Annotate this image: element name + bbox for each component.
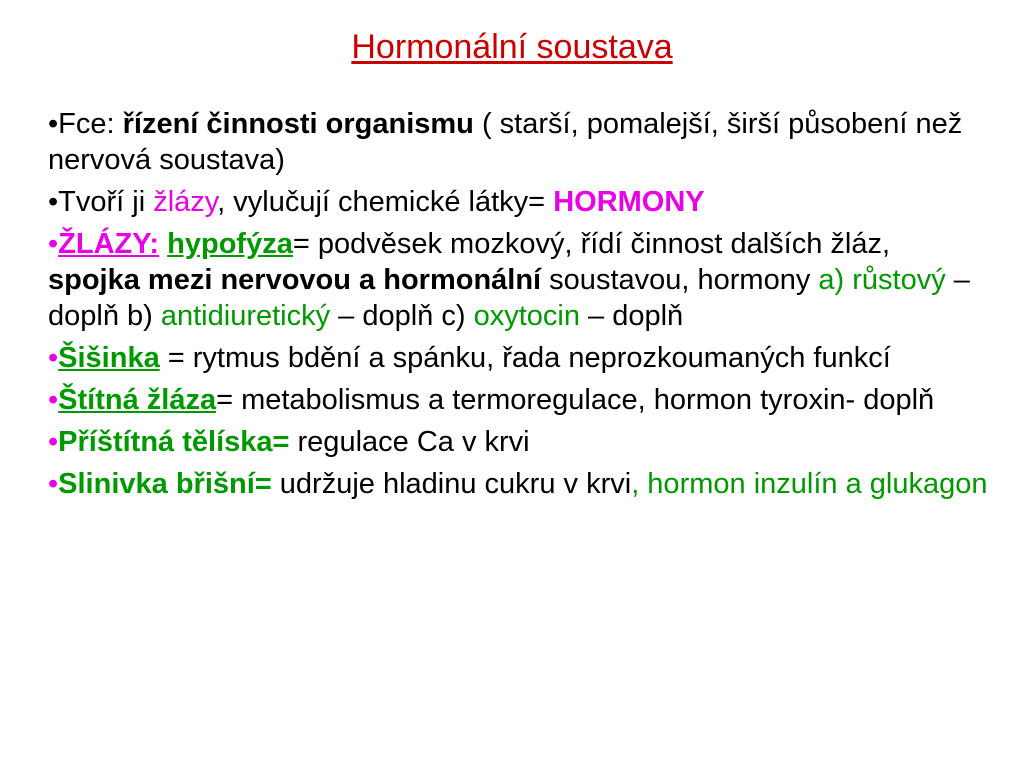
item-pancreas-keyword: Slinivka břišní=: [58, 468, 272, 500]
list-item-pineal: [48, 340, 988, 376]
item-green-text: hormon inzulín a glukagon: [639, 468, 988, 500]
item-sisinka-keyword: Šišinka: [58, 342, 160, 374]
item-text: – doplň c): [330, 300, 474, 332]
item-text: Fce:: [58, 108, 123, 140]
slide-title: Hormonální soustava: [351, 28, 673, 66]
bullet: •: [48, 186, 59, 218]
item-text: ( starší, pomalejší, širší působení než nervová soustava): [48, 108, 963, 176]
list-item-parathyroid: [48, 424, 988, 460]
item-bold-text: spojka mezi nervovou a hormonální: [48, 264, 542, 296]
item-hypofyza-keyword: hypofýza: [167, 228, 293, 260]
list-item-glands-hormones: [48, 184, 988, 220]
item-text: = metabolismus a termoregulace, hormon tyroxin- doplň: [216, 384, 935, 416]
item-text: , vylučují chemické látky=: [217, 186, 554, 218]
item-pink-text: žlázy: [153, 186, 218, 218]
item-text: – doplň: [579, 300, 684, 332]
item-text: Tvoří ji: [58, 186, 154, 218]
item-thyroid-keyword: Štítná žláza: [58, 384, 217, 416]
item-text: [159, 228, 167, 260]
item-bold-text: řízení činnosti organismu: [122, 108, 474, 140]
bullet: •: [48, 228, 59, 260]
bullet: •: [48, 426, 59, 458]
list-item-function: [48, 106, 988, 178]
bullet: •: [48, 342, 59, 374]
item-parathyroid-keyword: Příštítná tělíska=: [58, 426, 290, 458]
bullet: •: [48, 468, 59, 500]
bullet-list: [48, 106, 988, 508]
item-text: = podvěsek mozkový, řídí činnost dalších žláz,: [292, 228, 891, 260]
item-green-text: ,: [631, 468, 640, 500]
item-text: soustavou, hormony: [541, 264, 819, 296]
item-text: = rytmus bdění a spánku, řada neprozkoumaných funkcí: [159, 342, 891, 374]
bullet: •: [48, 384, 59, 416]
list-item-thyroid: [48, 382, 988, 418]
item-green-text: a) růstový: [818, 264, 946, 296]
item-glands-heading: ŽLÁZY:: [58, 228, 160, 260]
bullet: •: [48, 108, 59, 140]
item-hormony-keyword: HORMONY: [553, 186, 705, 218]
item-text: udržuje hladinu cukru v krvi: [271, 468, 632, 500]
item-text: regulace Ca v krvi: [289, 426, 530, 458]
item-text: – doplň b): [48, 264, 970, 332]
list-item-hypophysis: [48, 226, 988, 334]
list-item-pancreas: [48, 466, 988, 502]
item-green-text: oxytocin: [473, 300, 580, 332]
item-green-text: antidiuretický: [160, 300, 331, 332]
